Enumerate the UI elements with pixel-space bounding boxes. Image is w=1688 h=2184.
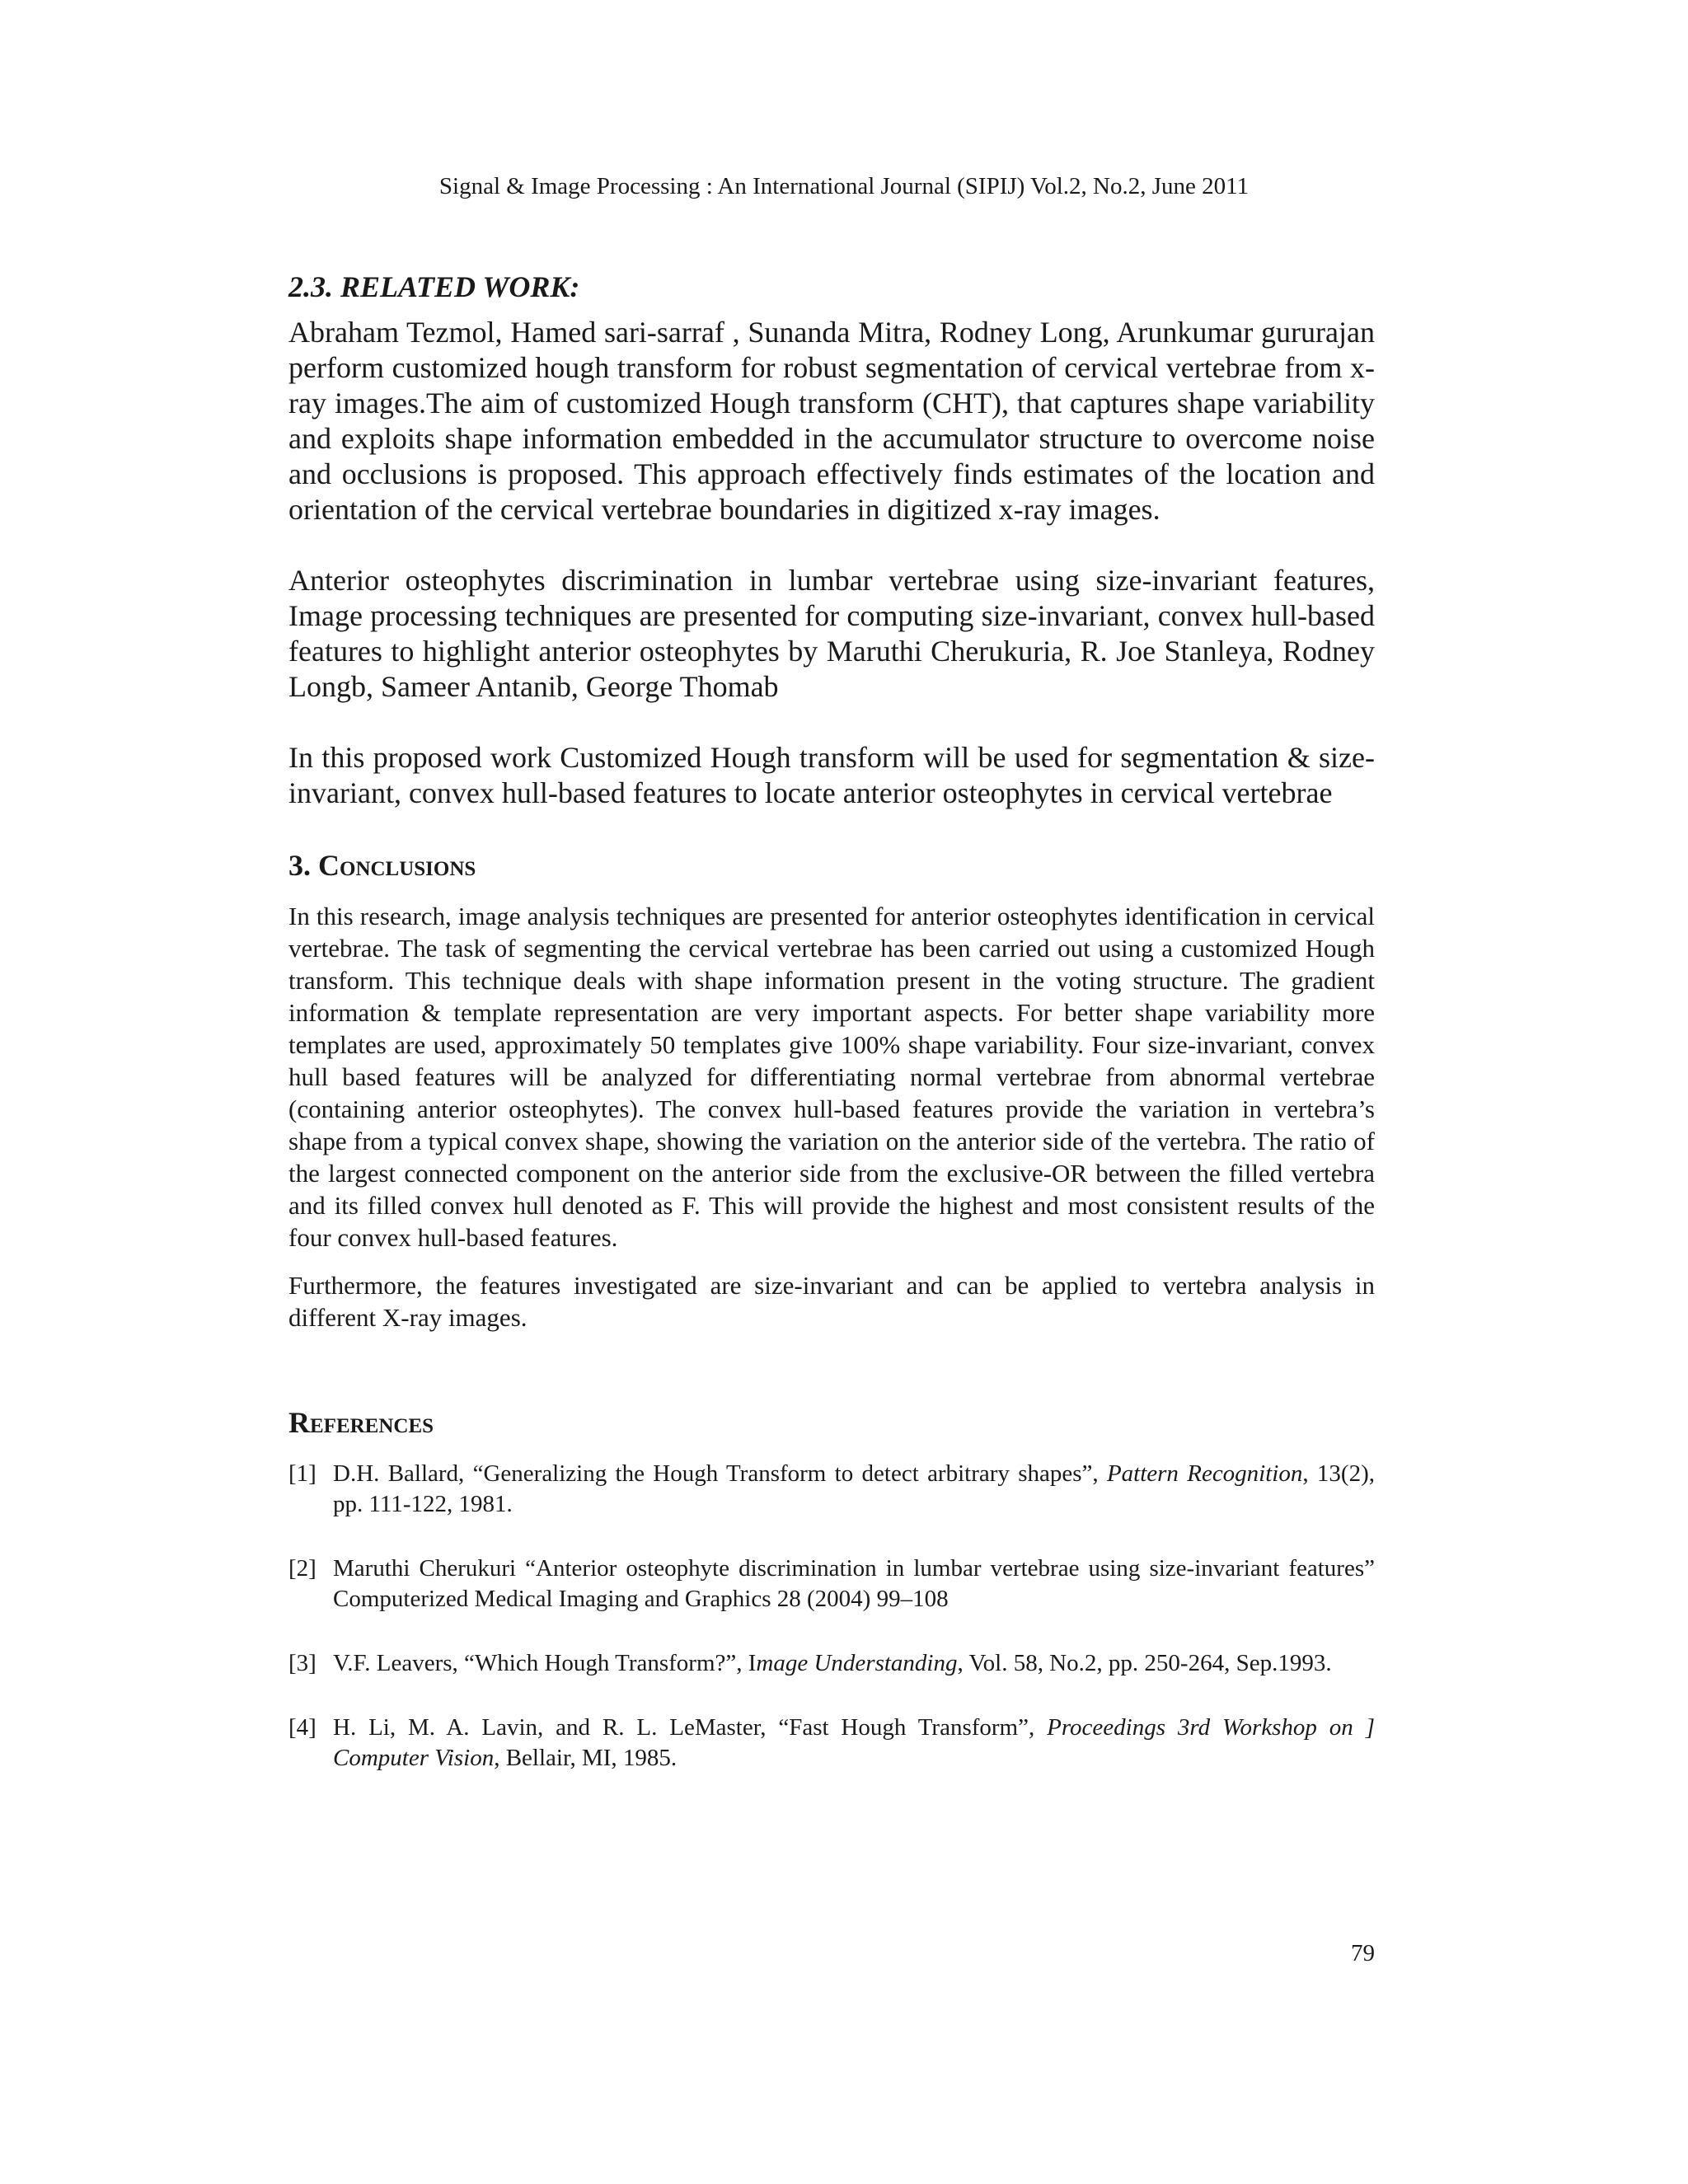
page-content — [288, 269, 1375, 1807]
reference-text-end: , 13(2), pp. 111-122, 1981. — [333, 1460, 1375, 1517]
reference-item — [288, 1713, 1375, 1774]
reference-text: Maruthi Cherukuri “Anterior osteophyte discrimination in lumbar vertebrae using size-invariant features” Computerized Medical Imaging and Graphics 28 (2004) 99–108 — [333, 1555, 1375, 1612]
reference-italic: Pattern Recognition — [1106, 1460, 1303, 1487]
reference-text-end: , Vol. 58, No.2, pp. 250-264, Sep.1993. — [957, 1650, 1332, 1676]
conclusions-number: 3. — [288, 849, 311, 882]
conclusions-heading — [288, 847, 1375, 883]
conclusions-paragraph: In this research, image analysis techniques are presented for anterior osteophytes identification in cervical vertebrae. The task of segmenting the cervical vertebrae has been carried out using a customized Hough transform. This technique deals with shape information present in the voting structure. The gradient information & template representation are very important aspects. For better shape variability more templates are used, approximately 50 templates give 100% shape variability. Four size-invariant, convex hull based features will be analyzed for differentiating normal vertebrae from abnormal vertebrae (containing anterior osteophytes). The convex hull-based features provide the variation in vertebra’s shape from a typical convex shape, showing the variation on the anterior side of the vertebra. The ratio of the largest connected component on the anterior side from the exclusive-OR between the filled vertebra and its filled convex hull denoted as F. This will provide the highest and most consistent results of the four convex hull-based features. — [288, 902, 1375, 1252]
conclusions-paragraph: Furthermore, the features investigated are size-invariant and can be applied to vertebra analysis in different X-ray images. — [288, 1271, 1375, 1332]
reference-text-end: , Bellair, MI, 1985. — [494, 1745, 678, 1771]
running-header: Signal & Image Processing : An International Journal (SIPIJ) Vol.2, No.2, June 2011 — [438, 173, 1250, 199]
reference-number: [3] — [288, 1650, 316, 1676]
reference-number: [1] — [288, 1460, 316, 1487]
reference-item — [288, 1554, 1375, 1615]
related-work-paragraph: Anterior osteophytes discrimination in lumbar vertebrae using size-invariant features, Image processing techniques are presented for computing size-invariant, convex hull-based features to highlight anterior osteophytes by Maruthi Cherukuria, R. Joe Stanleya, Rodney Longb, Sameer Antanib, George Thomab — [288, 564, 1375, 703]
reference-text: V.F. Leavers, “Which Hough Transform?”, I — [333, 1650, 757, 1676]
reference-italic: Proceedings 3rd Workshop on ] Computer Vision — [333, 1714, 1375, 1771]
related-work-paragraph: Abraham Tezmol, Hamed sari-sarraf , Sunanda Mitra, Rodney Long, Arunkumar gururajan perform customized hough transform for robust segmentation of cervical vertebrae from x-ray images.The aim of customized Hough transform (CHT), that captures shape variability and exploits shape information embedded in the accumulator structure to overcome noise and occlusions is proposed. This approach effectively finds estimates of the location and orientation of the cervical vertebrae boundaries in digitized x-ray images. — [288, 316, 1375, 526]
reference-number: [2] — [288, 1555, 316, 1582]
conclusions-title: Conclusions — [318, 849, 476, 882]
reference-text: H. Li, M. A. Lavin, and R. L. LeMaster, “Fast Hough Transform”, — [333, 1714, 1048, 1741]
reference-number: [4] — [288, 1714, 316, 1741]
page-number: 79 — [1351, 1940, 1375, 1966]
related-work-paragraph: In this proposed work Customized Hough transform will be used for segmentation & size-invariant, convex hull-based features to locate anterior osteophytes in cervical vertebrae — [288, 741, 1375, 809]
reference-text: D.H. Ballard, “Generalizing the Hough Transform to detect arbitrary shapes”, — [333, 1460, 1107, 1487]
reference-item — [288, 1648, 1375, 1679]
reference-italic: mage Understanding — [756, 1650, 958, 1676]
reference-item — [288, 1459, 1375, 1520]
related-work-heading: 2.3. RELATED WORK: — [288, 270, 580, 303]
references-heading: References — [288, 1406, 434, 1439]
